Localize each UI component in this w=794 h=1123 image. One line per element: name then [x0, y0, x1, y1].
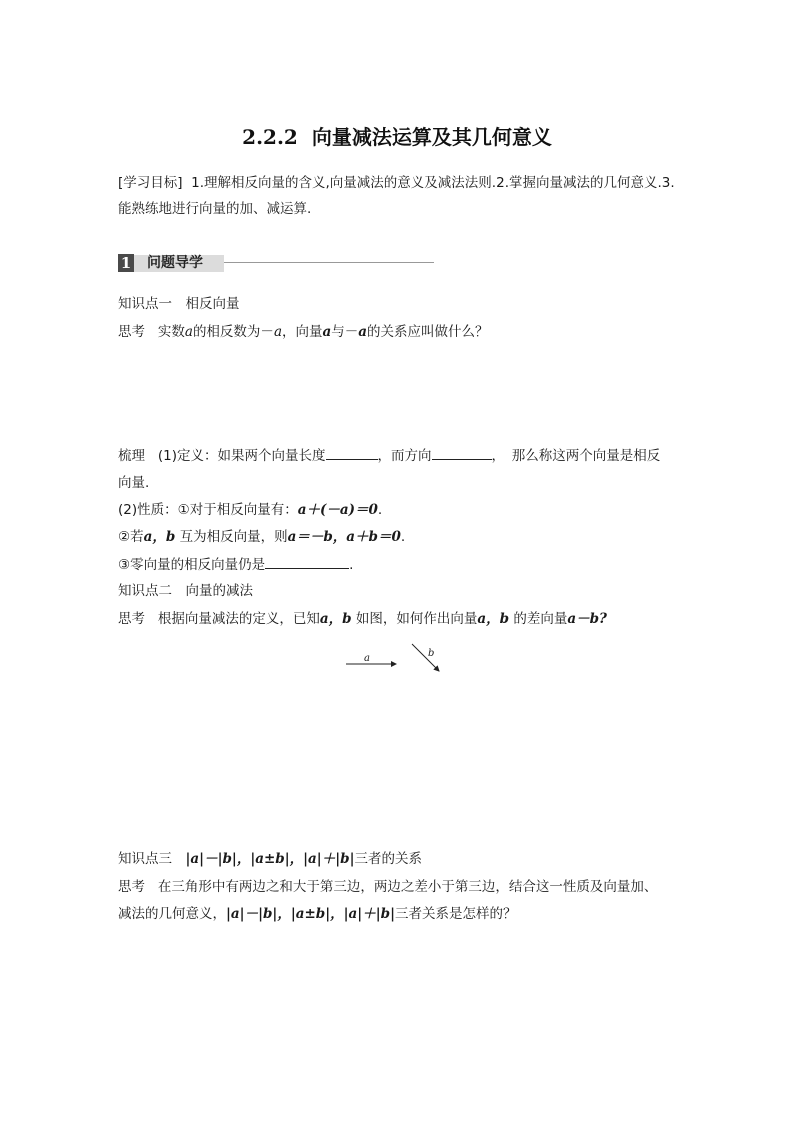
kp1-think [118, 322, 489, 342]
kp1-var-a: a [184, 324, 193, 340]
kp3-think-2-formula: |a|－|b|，|a±b|，|a|＋|b| [226, 906, 395, 922]
comb-prop-2 [118, 527, 405, 547]
objectives-tag: [学习目标] [118, 175, 183, 191]
vector-b-label: b [428, 648, 435, 659]
kp3-heading-a: 知识点三 [118, 851, 186, 867]
kp1-think-part-b: 的相反数为－ [192, 324, 274, 340]
comb-prop-1 [118, 500, 382, 520]
prop2-end: . [400, 529, 406, 545]
kp1-think-part-a: 实数 [157, 324, 185, 340]
kp1-think-part-e: 的关系应叫做什么？ [367, 324, 489, 340]
section-label: 问题导学 [147, 255, 203, 271]
kp2-think [118, 609, 607, 629]
title-number: 2.2.2 [242, 125, 298, 149]
comb-prop-3 [118, 554, 353, 575]
blank-zero-vector[interactable] [265, 554, 349, 569]
comb-label: 梳理 [118, 448, 145, 464]
blank-length[interactable] [326, 445, 378, 460]
prop1-formula: a＋(－a)＝0 [297, 502, 378, 518]
section-divider [224, 262, 434, 263]
kp1-vec-a2: a [358, 324, 367, 340]
kp3-think-line-1 [118, 877, 657, 897]
page-title [0, 121, 794, 150]
kp2-heading: 知识点二 向量的减法 [118, 583, 253, 599]
kp3-think-label: 思考 [118, 879, 145, 895]
kp3-heading [118, 849, 422, 869]
vector-figure [340, 640, 450, 680]
kp1-think-part-d: 与－ [331, 324, 359, 340]
kp1-var-a2: a [273, 324, 282, 340]
prop2-b: 互为相反向量，则 [179, 529, 288, 545]
title-text: 向量减法运算及其几何意义 [311, 125, 552, 149]
prop2-formula: a＝－b，a＋b＝0 [287, 529, 401, 545]
section-number: 1 [118, 254, 134, 272]
comb-def-b: ，而方向 [377, 448, 432, 464]
kp3-think-2a: 减法的几何意义， [118, 906, 226, 922]
vector-b-arrow [412, 644, 439, 671]
kp2-formula: a－b? [567, 611, 607, 627]
prop3-end: . [349, 557, 354, 573]
prop1-text: (2)性质：①对于相反向量有： [118, 502, 298, 518]
kp2-vec: a，b [319, 611, 352, 627]
kp1-heading: 知识点一 相反向量 [118, 296, 240, 312]
kp3-heading-formula: |a|－|b|，|a±b|，|a|＋|b| [185, 851, 355, 867]
objectives-text-1: 1.理解相反向量的含义,向量减法的意义及减法法则.2.掌握向量减法的几何意义.3. [191, 175, 675, 191]
vector-a-label: a [364, 653, 370, 664]
prop1-end: . [377, 502, 383, 518]
comb-def-c: ， 那么称这两个向量是相反 [491, 448, 661, 464]
kp2-think-label: 思考 [118, 611, 145, 627]
prop2-vec: a，b [143, 529, 176, 545]
kp3-think-line-2 [118, 904, 516, 924]
kp2-vec2: a，b [477, 611, 510, 627]
kp2-think-b: 如图，如何作出向量 [355, 611, 478, 627]
kp2-think-c: 的差向量 [513, 611, 568, 627]
comb-def-d: 向量. [118, 475, 150, 491]
prop3-text: ③零向量的相反向量仍是 [118, 557, 266, 573]
kp3-think-2b: 三者关系是怎样的？ [394, 906, 517, 922]
kp1-vec-a: a [322, 324, 332, 340]
kp2-think-a: 根据向量减法的定义，已知 [157, 611, 320, 627]
kp3-think-text-1: 在三角形中有两边之和大于第三边，两边之差小于第三边，结合这一性质及向量加、 [157, 879, 658, 895]
objectives-line-2: 能熟练地进行向量的加、减运算. [118, 201, 312, 217]
kp3-heading-b: 三者的关系 [354, 851, 422, 867]
comb-def-a: (1)定义：如果两个向量长度 [157, 448, 326, 464]
kp1-think-part-c: ，向量 [282, 324, 323, 340]
prop2-a: ②若 [118, 529, 144, 545]
blank-direction[interactable] [432, 445, 492, 460]
comb-definition [118, 445, 660, 466]
objectives-line-1 [118, 173, 675, 193]
kp1-think-label: 思考 [118, 324, 145, 340]
